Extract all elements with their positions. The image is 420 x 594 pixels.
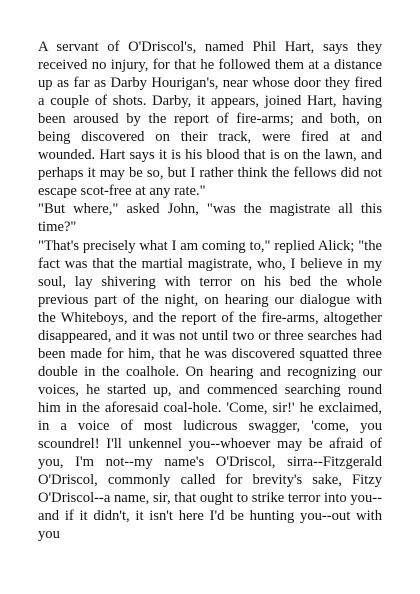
paragraph-alick-reply: "That's precisely what I am coming to," replied Alick; "the fact was that the martial magistrate, who, I believe in my soul, lay shivering with terror on his bed the whole previous part of the night, on hearing our dialogue with the Whiteboys, and the report of the fire-arms, altogether disappeared, and it was not until two or three searches had been made for him, that he was discovered squatted three double in the coalhole. On hearing and recognizing our voices, he started up, and commenced searching round him in the aforesaid coal-hole. 'Come, sir!' he exclaimed, in a voice of most ludicrous swagger, 'come, you scoundrel! I'll unkennel you--whoever may be afraid of you, I'm not--my name's O'Driscol, sirra--Fitzgerald O'Driscol, commonly called for brevity's sake, Fitzy O'Driscol--a name, sir, that ought to strike terror into you--and if it didn't, it isn't here I'd be hunting you--out with you: [38, 237, 382, 543]
paragraph-servant-report: A servant of O'Driscol's, named Phil Hart, says they received no injury, for that he followed them at a distance up as far as Darby Hourigan's, near whose door they fired a couple of shots. Darby, it appears, joined Hart, having been aroused by the report of fire-arms; and both, on being discovered on their track, were fired at and wounded. Hart says it is his blood that is on the lawn, and perhaps it may be so, but I rather think the fellows did not escape scot-free at any rate.": [38, 39, 382, 200]
document-page: [38, 38, 382, 543]
paragraph-john-question: "But where," asked John, "was the magistrate all this time?": [38, 201, 382, 236]
